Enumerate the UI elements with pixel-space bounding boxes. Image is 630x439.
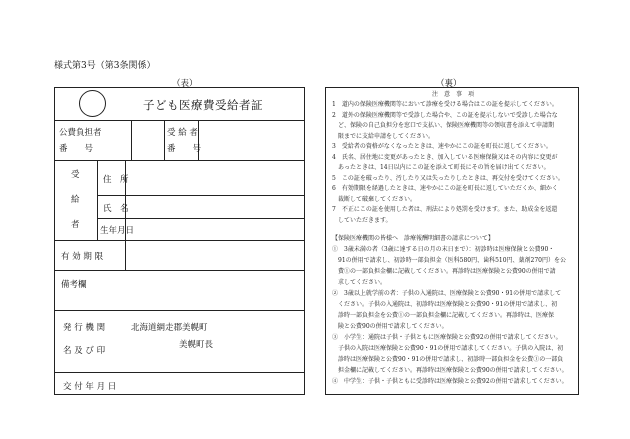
back-side-label: （裏） [436,79,462,89]
recipient-number-label-2: 番 号 [167,144,202,154]
validity-label: 有 効 期 限 [61,252,104,262]
billing-line: 診時は医療保険と公費90・91の併用で請求し、初診時一部負担金を公費①の一部負 [332,356,564,363]
name-label: 氏 名 [103,204,129,214]
issue-date-label: 交 付 年 月 日 [63,382,117,392]
front-side-label: （表） [172,79,198,89]
recipient-label-3: 者 [71,220,80,230]
certificate-title: 子ども医療費受給者証 [143,98,263,112]
billing-line: ② 3歳以上就学前の者：子供の入通院は、医療保険と公費90・91の併用で請求して [332,290,562,297]
note-line: 裁断して破棄してください。 [332,195,417,203]
billing-line: ください。子供の入通院は、初診時は医療保険と公費90・91の併用で請求し、初 [332,301,558,308]
billing-line: 担金欄に記載してください。再診時は医療保険と公費90の併用で請求してください。 [332,367,568,374]
note-line: あったときは、14日以内にこの証を添えて町長にその旨を届け出てください。 [332,164,550,171]
billing-line: 求してください。 [332,279,387,286]
note-line: ど、保険の自己負担分を窓口で支払い、保険医療機関等の領収書を添えて申請期 [332,122,555,129]
note-line: 4 氏名、居住地に変更があったとき、加入している医療保険又はその内容に変更が [332,153,558,161]
billing-line: 費①の一部負担金欄に記載してください。再診時は医療保険と公費90の併用で請 [332,268,556,275]
issuer-label-1: 発 行 機 関 [63,323,106,333]
issuer-mayor: 美幌町長 [179,340,214,350]
billing-heading: 【保険医療機関の皆様へ 診療報酬明細書の請求について】 [332,235,494,242]
billing-line: ① 3歳未満の者（3歳に達する日の月の末日まで）：初診時は医療保険と公費90・ [332,246,555,253]
billing-line: 診時一部負担金を公費①の一部負担金欄に記載してください。再診時は、医療保 [332,312,555,319]
recipient-label-1: 受 [71,170,80,180]
certificate-back [325,87,579,395]
note-line: 5 この証を破ったり、汚したり又は失ったりしたときは、再交付を受けてください。 [332,174,564,182]
note-line: していただきます。 [332,216,392,224]
birthdate-label: 生年月日 [100,226,135,236]
note-line: 2 道外の保険医療機関等で受診した場合や、この証を提示しないで受診した場合な [332,111,558,119]
note-line: 3 受給者の資格がなくなったときは、速やかにこの証を町長に返してください。 [332,143,552,150]
issuer-label-2: 名 及 び 印 [63,346,106,356]
photo-seal-circle [79,90,106,117]
remarks-label: 備考欄 [61,280,87,290]
notes-heading: 注 意 事 項 [432,91,475,98]
recipient-label-2: 給 [71,195,80,205]
note-line: 6 有効期限を経過したときは、速やかにこの証を町長に返していただくか、細かく [332,185,558,192]
billing-line: ③ 小学生：通院は子供・子供ともに医療保険と公費92の併用で請求してください。 [332,334,562,341]
address-label: 住 所 [103,175,129,185]
billing-line: 険と公費90の併用で請求してください。 [332,323,448,330]
payer-number-label-2: 番 号 [59,144,94,154]
billing-line: ④ 中学生：子供・子供ともに受診時は医療保険と公費92の併用で請求してください。 [332,378,568,385]
billing-line: 子供の入院は医療保険と公費90・91の併用で請求してください。子供の入院は、初 [332,345,564,352]
billing-line: 91の併用で請求し、初診時一部負担金（医科580円、歯科510円、薬剤270円）を公 [332,257,566,264]
certificate-front [54,87,305,395]
note-line: 7 不正にこの証を使用した者は、刑法により処罰を受けます。また、助成金を返還 [332,206,558,213]
payer-number-label-1: 公費負担者 [59,128,102,138]
recipient-number-label-1: 受 給 者 [167,128,198,138]
form-number: 様式第3号（第3条関係） [54,61,156,71]
note-line: 限までに支給申請をしてください。 [332,132,435,140]
note-line: 1 道内の保険医療機関等において診療を受ける場合はこの証を提示してください。 [332,101,558,108]
issuer-municipality: 北海道網走郡美幌町 [131,323,208,333]
